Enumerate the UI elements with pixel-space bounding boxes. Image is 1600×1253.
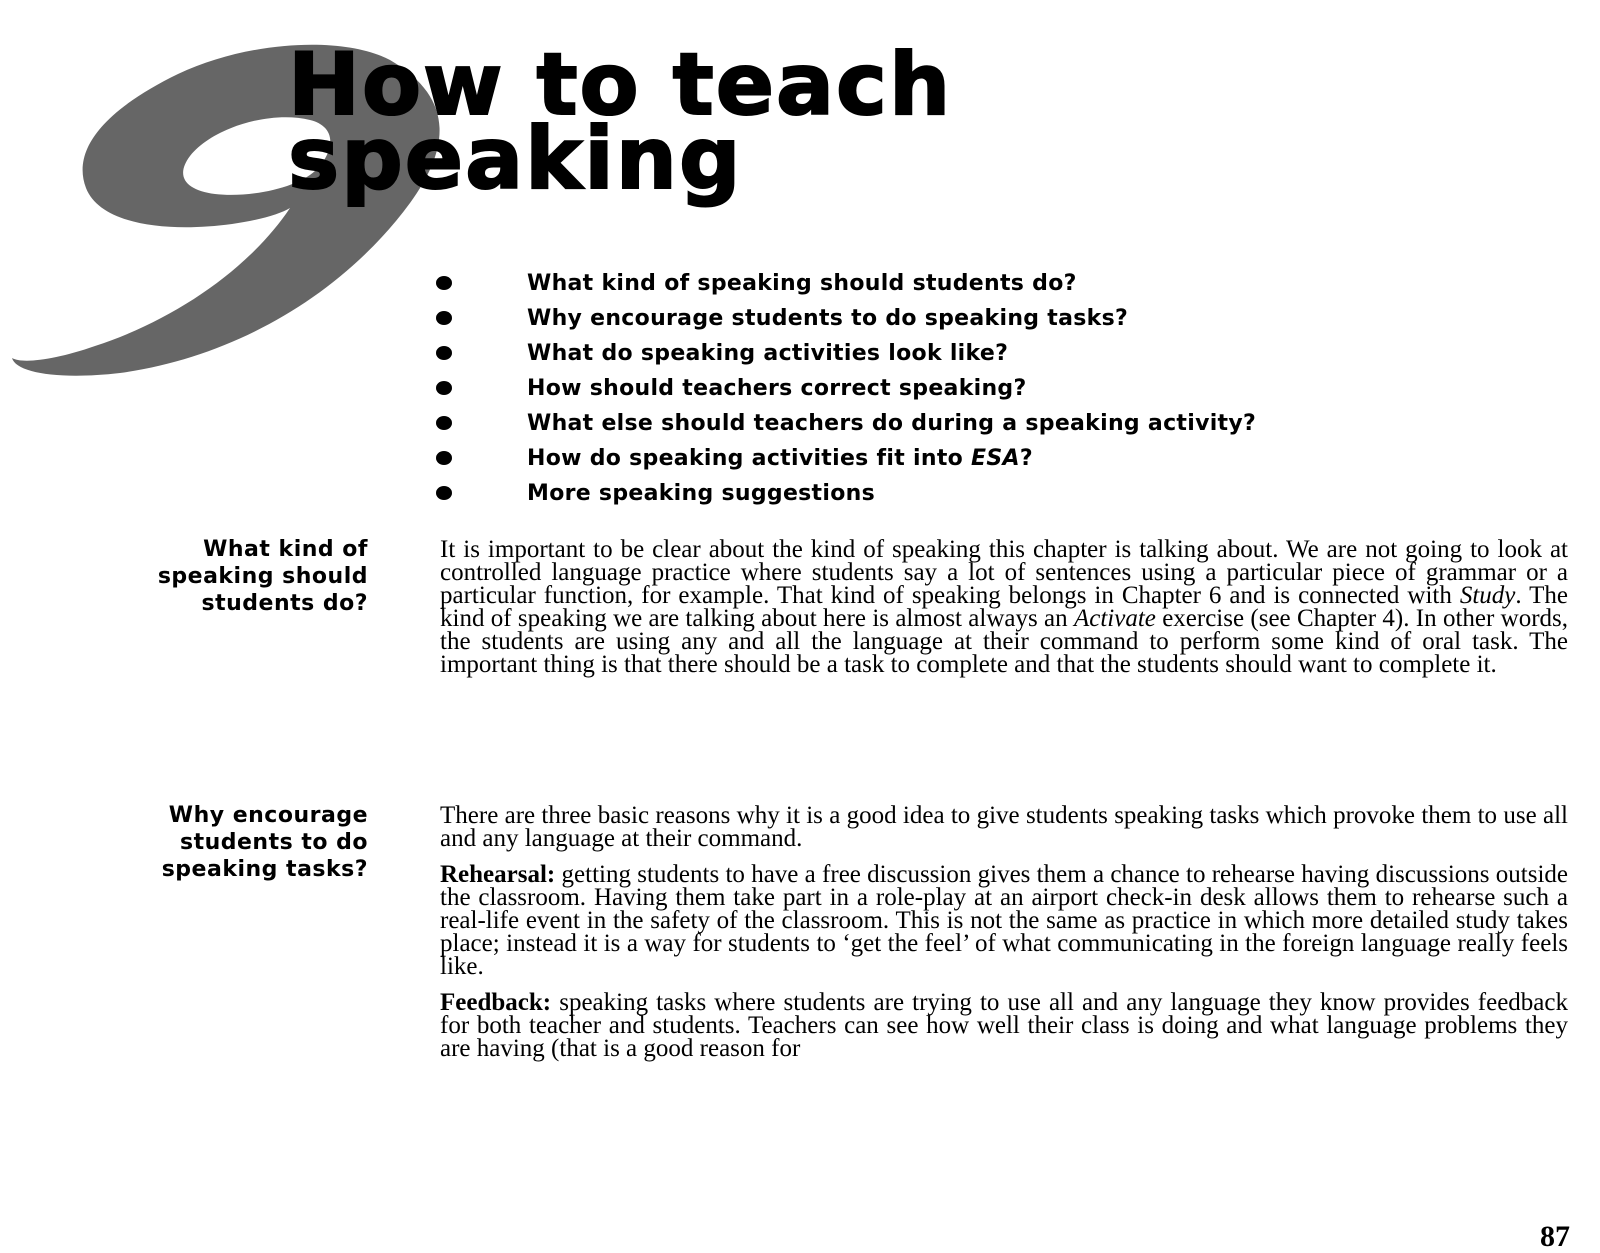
feedback-label: Feedback: [440,989,552,1016]
topic-text-start: How do speaking activities fit into [527,446,972,471]
topic-item [436,371,1256,406]
body-text: exercise (see Chapter 4). In other words, the students are using any and all the language at their command to perform some kind of oral task. The important thing is that there should be a task to complete and that the students should want to complete it. [440,605,1568,678]
topic-item [436,301,1256,336]
section-body-speaking-kind [440,538,1568,689]
topic-item [436,441,1256,476]
section-heading-line: Why encourage [168,803,368,828]
chapter-topics-list [436,266,1256,511]
chapter-title-line-2: speaking [288,109,743,209]
body-text-italic: Activate [1073,605,1156,632]
bullet-icon [436,416,452,430]
section-heading-why-encourage [28,802,368,883]
rehearsal-label: Rehearsal: [440,861,556,888]
section-heading-line: speaking tasks? [161,857,368,882]
topic-text: What kind of speaking should students do? [527,271,1077,296]
topic-text-end: ? [1019,446,1033,471]
body-text: . The kind of speaking we are talking about here is almost always an [440,582,1568,632]
topic-text: What else should teachers do during a speaking activity? [527,411,1257,436]
body-paragraph-rehearsal [440,863,1568,978]
topic-item [436,406,1256,441]
body-paragraph-feedback [440,991,1568,1060]
topic-item [436,336,1256,371]
body-paragraph-intro: There are three basic reasons why it is a good idea to give students speaking tasks which provoke them to use all and any language at their command. [440,802,1568,852]
topic-item [436,476,1256,511]
topic-item [436,266,1256,301]
body-text: It is important to be clear about the kind of speaking this chapter is talking about. We are not going to look at controlled language practice where students say a lot of sentences using a particular piece of grammar or a particular function, for example. That kind of speaking belongs in Chapter 6 and is connected with [440,536,1568,609]
bullet-icon [436,451,452,465]
section-body-why-encourage [440,804,1568,1073]
chapter-title [288,35,953,209]
bullet-icon [436,486,452,500]
feedback-text: speaking tasks where students are trying to use all and any language they know provides feedback for both teacher and students. Teachers can see how well their class is doing and what language problems they are having (that is a good reason for [440,989,1568,1062]
rehearsal-text: getting students to have a free discussion gives them a chance to rehearse having discussions outside the classroom. Having them take part in a role-play at an airport check-in desk allows them to rehearse such a real-life event in the safety of the classroom. This is not the same as practice in which more detailed study takes place; instead it is a way for students to ‘get the feel’ of what communicating in the foreign language really feels like. [440,861,1568,980]
bullet-icon [436,381,452,395]
topic-text: How should teachers correct speaking? [527,376,1027,401]
topic-text-italic: ESA [971,446,1020,471]
bullet-icon [436,276,452,290]
topic-text: What do speaking activities look like? [527,341,1009,366]
section-heading-line: students do? [201,591,368,616]
bullet-icon [436,346,452,360]
topic-text: Why encourage students to do speaking tasks? [527,306,1129,331]
section-heading-line: students to do [179,830,368,855]
chapter-title-line-1: How to teach [288,35,953,135]
bullet-icon [436,311,452,325]
page-number: 87 [1540,1220,1570,1253]
body-paragraph [440,538,1568,676]
body-text-italic: Study [1459,582,1516,609]
topic-text: More speaking suggestions [527,481,875,506]
section-heading-line: What kind of [203,537,368,562]
section-heading-speaking-kind [28,536,368,617]
section-heading-line: speaking should [157,564,368,589]
